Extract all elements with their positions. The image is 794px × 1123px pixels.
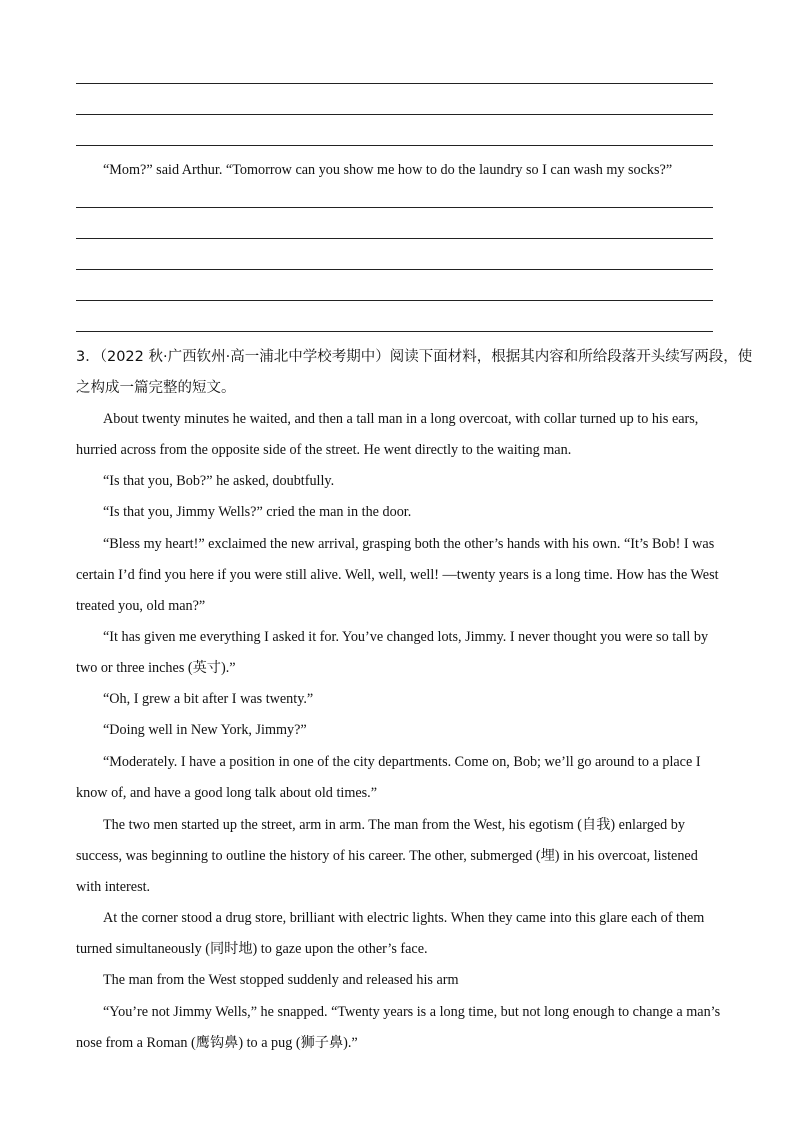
- passage-line: treated you, old man?”: [76, 598, 206, 614]
- passage-line: About twenty minutes he waited, and then a tall man in a long overcoat, with collar turned up to his ears,: [103, 411, 699, 427]
- answer-rule: [76, 331, 713, 332]
- passage-line: with interest.: [76, 879, 151, 895]
- passage-line: The two men started up the street, arm in arm. The man from the West, his egotism (自我) enlarged by: [103, 817, 685, 833]
- passage-line: hurried across from the opposite side of the street. He went directly to the waiting man.: [76, 442, 572, 458]
- passage-line: certain I’d find you here if you were still alive. Well, well, well! —twenty years is a long time. How has the West: [76, 567, 719, 583]
- passage-line: At the corner stood a drug store, brilliant with electric lights. When they came into this glare each of them: [103, 910, 705, 926]
- answer-rule: [76, 114, 713, 115]
- question-heading-text: （2022 秋·广西钦州·高一浦北中学校考期中）阅读下面材料，根据其内容和所给段落开头续写两段，使: [99, 349, 753, 365]
- passage-line: “You’re not Jimmy Wells,” he snapped. “Twenty years is a long time, but not long enough to change a man’s: [103, 1004, 721, 1020]
- question-heading: [76, 348, 753, 366]
- passage-line: know of, and have a good long talk about old times.”: [76, 785, 378, 801]
- answer-rule: [76, 300, 713, 301]
- passage-line: “Doing well in New York, Jimmy?”: [103, 722, 307, 738]
- passage-line: “Oh, I grew a bit after I was twenty.”: [103, 691, 314, 707]
- passage-line: turned simultaneously (同时地) to gaze upon the other’s face.: [76, 941, 428, 957]
- answer-rule: [76, 207, 713, 208]
- passage-line: “Is that you, Jimmy Wells?” cried the man in the door.: [103, 504, 412, 520]
- question-number: 3．: [76, 349, 100, 365]
- passage-line: “Bless my heart!” exclaimed the new arrival, grasping both the other’s hands with his own. “It’s Bob! I was: [103, 536, 715, 552]
- passage-line: “It has given me everything I asked it for. You’ve changed lots, Jimmy. I never thought you were so tall by: [103, 629, 709, 645]
- answer-rule: [76, 83, 713, 84]
- answer-rule: [76, 145, 713, 146]
- answer-rule: [76, 238, 713, 239]
- passage-line: “Is that you, Bob?” he asked, doubtfully.: [103, 473, 335, 489]
- question-heading-cont: 之构成一篇完整的短文。: [76, 380, 236, 396]
- passage-line: “Moderately. I have a position in one of the city departments. Come on, Bob; we’ll go around to a place I: [103, 754, 701, 770]
- passage-line: The man from the West stopped suddenly and released his arm: [103, 972, 459, 988]
- passage-line: success, was beginning to outline the history of his career. The other, submerged (埋) in his overcoat, listened: [76, 848, 698, 864]
- answer-rule: [76, 269, 713, 270]
- passage-line: nose from a Roman (鹰钩鼻) to a pug (狮子鼻).”: [76, 1035, 358, 1051]
- passage-line: two or three inches (英寸).”: [76, 660, 236, 676]
- paragraph-starter: “Mom?” said Arthur. “Tomorrow can you show me how to do the laundry so I can wash my socks?”: [103, 162, 673, 178]
